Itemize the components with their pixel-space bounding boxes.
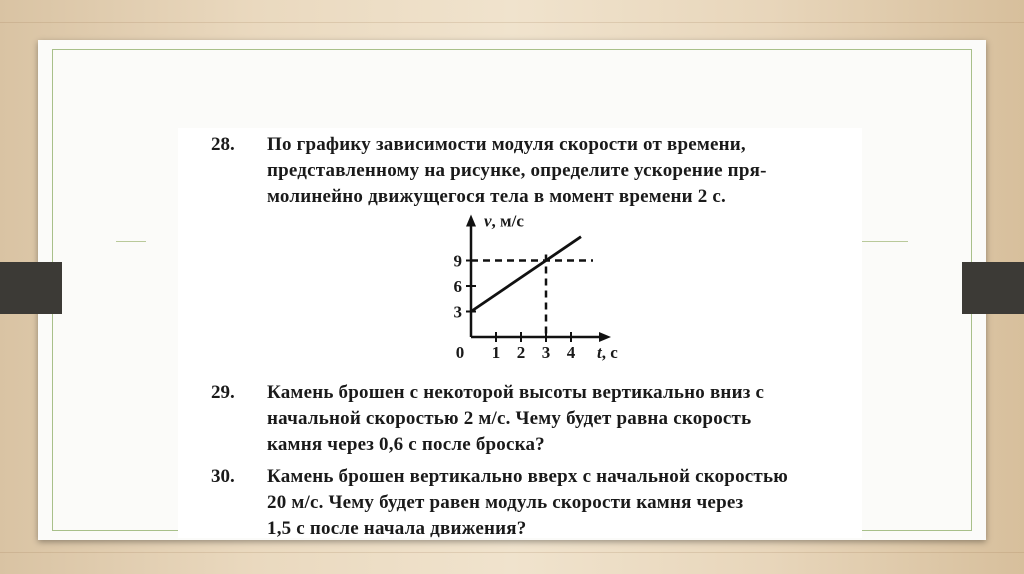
problem-line: представленному на рисунке, определите ускорение пря- [267, 160, 767, 181]
velocity-line [471, 237, 581, 312]
problem-line: 20 м/с. Чему будет равен модуль скорости камня через [267, 492, 744, 513]
x-axis-arrow [599, 332, 611, 342]
x-tick-label: 3 [541, 343, 551, 362]
x-axis-unit: , с [601, 343, 618, 362]
problem-text [267, 380, 764, 458]
velocity-time-graph [444, 205, 644, 365]
y-axis-var: v [484, 211, 492, 231]
problem-line: начальной скоростью 2 м/с. Чему будет равна скорость [267, 408, 752, 429]
problem-line: По графику зависимости модуля скорости от времени, [267, 134, 746, 155]
right-side-tab [962, 262, 1024, 314]
problem-line: камня через 0,6 с после броска? [267, 434, 545, 455]
graph-guides [471, 255, 593, 338]
problem-line: молинейно движущегося тела в момент времени 2 с. [267, 186, 726, 207]
problem-line: Камень брошен с некоторой высоты вертикально вниз с [267, 382, 765, 403]
problem-line: 1,5 с после начала движения? [267, 518, 527, 539]
problem-number: 28. [211, 134, 235, 155]
y-tick-label: 3 [453, 302, 462, 322]
x-tick-label: 4 [566, 343, 576, 362]
left-decor-line [116, 241, 146, 242]
x-axis-label [597, 343, 618, 362]
x-tick-label: 0 [455, 343, 465, 362]
y-axis-unit: , м/с [491, 211, 524, 231]
graph-series [471, 237, 581, 312]
y-tick-label: 9 [453, 251, 462, 271]
slide [38, 40, 986, 540]
y-axis-arrow [466, 215, 476, 227]
problem-text [267, 132, 767, 210]
y-tick-label: 6 [453, 277, 462, 296]
problem-card [178, 128, 862, 538]
problem-number: 30. [211, 466, 235, 487]
graph-axes [466, 215, 611, 343]
y-axis-label [484, 212, 524, 231]
left-side-tab [0, 262, 62, 314]
problem-number: 29. [211, 382, 235, 403]
problem-text [267, 464, 788, 542]
problem-line: Камень брошен вертикально вверх с начальной скоростью [267, 466, 788, 487]
x-tick-label: 1 [491, 343, 501, 362]
x-axis-var: t [597, 343, 602, 362]
x-tick-label: 2 [516, 343, 526, 362]
